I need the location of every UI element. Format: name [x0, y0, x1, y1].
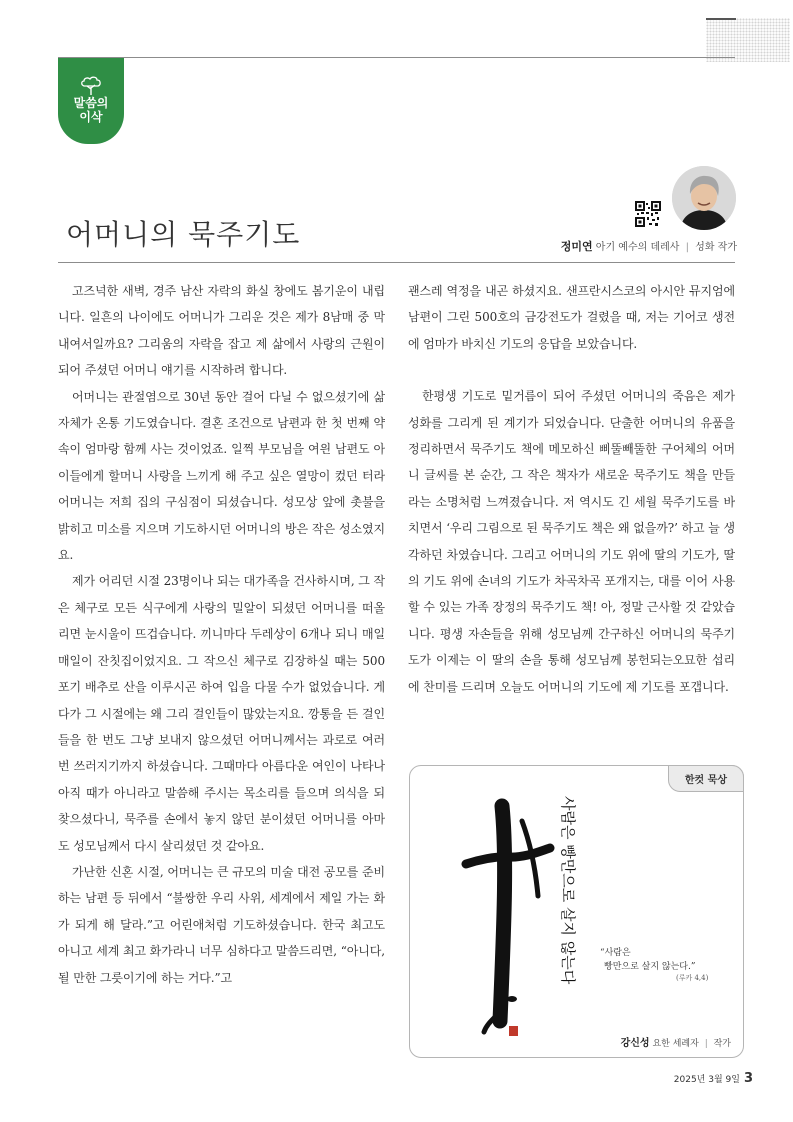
tree-icon — [80, 76, 102, 96]
body-column-left — [58, 278, 385, 991]
article-title: 어머니의 묵주기도 — [66, 218, 301, 251]
paragraph: 어머니는 관절염으로 30년 동안 걸어 다닐 수 없으셨기에 삶 자체가 온통 기도였습니다. 결혼 조건으로 남편과 한 첫 번째 약속이 엄마랑 함께 사는 것이었죠. 일찍 부모님을 여읜 남편도 아이들에게 할머니 사랑을 느끼게 해 주고 싶은 열망이 컸던 터라 어머니는 저희 집의 구심점이 되셨습니다. 성모상 앞에 촛불을 밝히고 미소를 지으며 기도하시던 어머니의 방은 작은 성소였지요. — [58, 389, 385, 563]
artist-role: 작가 — [713, 1039, 731, 1049]
author-name: 정미연 — [560, 240, 593, 253]
calligraphy-text: 사람은 빵만으로 살지 않는다 — [559, 796, 577, 985]
artist-name: 강신성 — [620, 1038, 650, 1049]
body-column-right — [408, 278, 735, 700]
page-footer — [674, 1071, 753, 1086]
section-tab — [58, 58, 124, 144]
issue-date: 2025년 3월 9일 — [673, 1075, 740, 1085]
header-rule — [58, 57, 735, 58]
quote-reference: (루카 4,4) — [676, 974, 709, 982]
author-affiliation: 아기 예수의 데레사 — [595, 242, 680, 253]
artist-credit — [621, 1034, 731, 1049]
calligraphy-artwork — [460, 786, 620, 1036]
quote-line: 빵만으로 살지 않는다.” — [604, 962, 696, 972]
page-number: 3 — [743, 1071, 753, 1086]
author-byline — [561, 238, 737, 254]
credit-separator: | — [704, 1039, 708, 1049]
title-rule — [58, 262, 735, 263]
corner-mark — [706, 18, 736, 20]
byline-separator: | — [685, 242, 689, 253]
meditation-box — [409, 765, 744, 1058]
section-label-line1: 말씀의 — [73, 96, 109, 110]
paragraph: 한평생 기도로 밑거름이 되어 주셨던 어머니의 죽음은 제가 성화를 그리게 된 계기가 되었습니다. 단출한 어머니의 유품을 정리하면서 묵주기도 책에 메모하신 삐뚤빼뚤한 구어체의 어머니 글씨를 본 순간, 그 작은 책자가 새로운 묵주기도 책을 만들라는 소명처럼 느껴졌습니다. 저 역시도 긴 세월 묵주기도를 바치면서 ‘우리 그림으로 된 묵주기도 책은 왜 없을까?’ 하고 늘 생각하던 차였습니다. 그리고 어머니의 기도 위에 딸의 기도가, 딸의 기도 위에 손녀의 기도가 차곡차곡 포개지는, 대를 이어 사용할 수 있는 가족 장정의 묵주기도 책! 아, 정말 근사할 것 같았습니다. 평생 자손들을 위해 성모님께 간구하신 어머니의 묵주기도가 이제는 이 딸의 손을 통해 성모님께 봉헌되는오묘한 섭리에 찬미를 드리며 오늘도 어머니의 기도에 제 기도를 포갭니다. — [408, 389, 735, 694]
quote-line: “사람은 — [600, 948, 631, 958]
paragraph: 가난한 신혼 시절, 어머니는 큰 규모의 미술 대전 공모를 준비하는 남편 등 뒤에서 “불쌍한 우리 사위, 세계에서 제일 가는 화가 되게 해 달라.”고 어린애처럼 기도하셨습니다. 한국 최고도 아니고 세계 최고 화가라니 너무 심하다고 말씀드리면, “아니다, 될 만한 그릇이기에 하는 거다.”고 — [58, 864, 385, 985]
author-role: 성화 작가 — [695, 242, 737, 253]
paragraph-continued: 괜스레 역정을 내곤 하셨지요. 샌프란시스코의 아시안 뮤지엄에 남편이 그린 500호의 금강전도가 걸렸을 때, 저는 기어코 생전에 엄마가 바치신 기도의 응답을 보았습니다. — [408, 284, 735, 351]
meditation-tag: 한컷 묵상 — [668, 765, 744, 792]
section-label-line2: 이삭 — [79, 110, 103, 124]
paragraph: 고즈넉한 새벽, 경주 남산 자락의 화실 창에도 봄기운이 내립니다. 일흔의 나이에도 어머니가 그리운 것은 제가 8남매 중 막내여서일까요? 그리움의 자락을 잡고 제 삶에서 사랑의 근원이 되어 주셨던 어머니 얘기를 시작하려 합니다. — [58, 284, 385, 378]
author-photo — [672, 166, 736, 230]
quote-text — [600, 946, 695, 974]
qr-code-icon[interactable] — [635, 201, 661, 227]
artist-affiliation: 요한 세례자 — [652, 1039, 699, 1049]
corner-decoration — [706, 18, 790, 62]
paragraph: 제가 어리던 시절 23명이나 되는 대가족을 건사하시며, 그 작은 체구로 모든 식구에게 사랑의 밀알이 되셨던 어머니를 떠올리면 눈시울이 뜨겁습니다. 끼니마다 두레상이 6개나 되니 매일매일이 잔칫집이었지요. 그 작으신 체구로 김장하실 때는 500포기 배추로 산을 이루시곤 하여 입을 다물 수가 없었습니다. 게다가 그 시절에는 왜 그리 걸인들이 많았는지요. 깡통을 든 걸인들을 한 번도 그냥 보내지 않으셨던 어머니께서는 과로로 여러 번 쓰러지기까지 하셨습니다. 그때마다 아름다운 여인이 나타나 아직 때가 아니라고 말씀해 주시는 목소리를 들으며 의식을 되찾으셨다니, 묵주를 손에서 놓지 않던 분이셨던 어머니를 아마도 성모님께서 다시 살리셨던 것 같아요. — [58, 574, 385, 853]
